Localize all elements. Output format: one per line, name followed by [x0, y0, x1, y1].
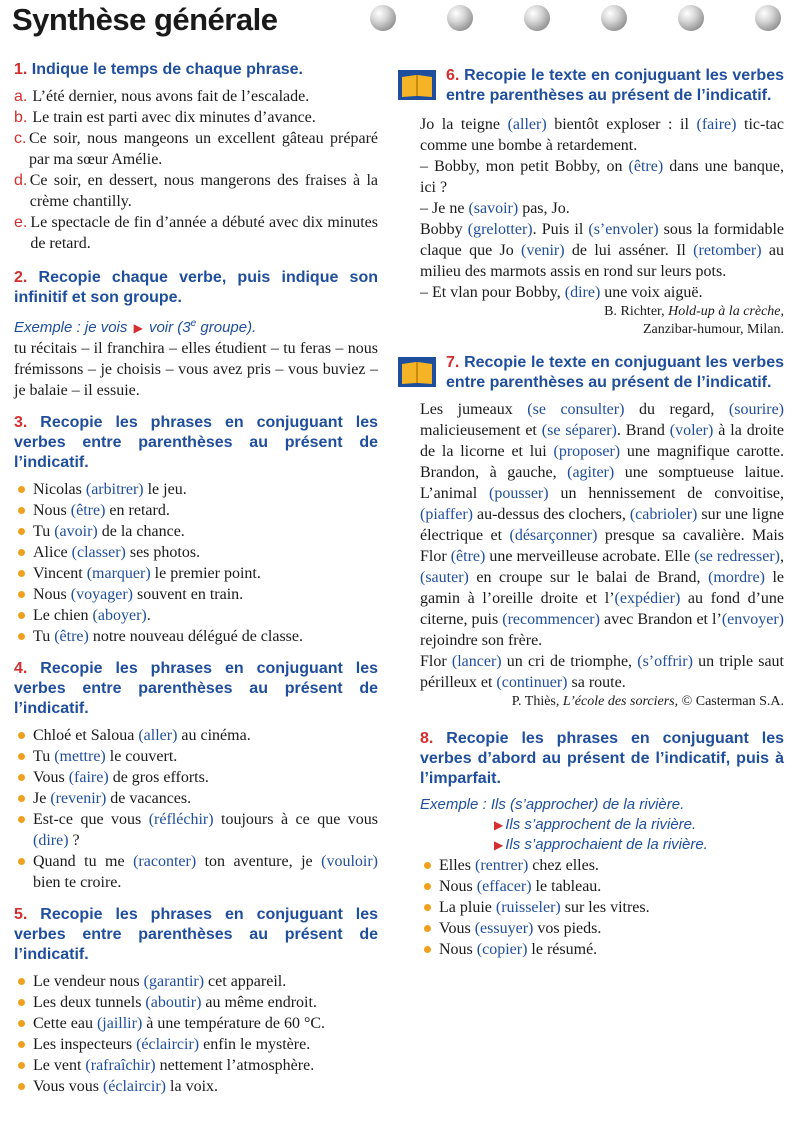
text-segment: rejoindre son frère.: [420, 632, 543, 649]
exercise-2: [14, 268, 378, 401]
right-column: [420, 66, 784, 960]
item-text: [33, 542, 200, 563]
text-segment: au même endroit.: [201, 994, 317, 1011]
list-item: [14, 1055, 378, 1076]
text-segment: . Brand: [616, 422, 670, 439]
item-text: [33, 725, 251, 746]
text-segment: de vacances.: [106, 790, 192, 807]
text-segment: Nous: [33, 586, 71, 603]
item-text: [33, 788, 191, 809]
list-item: [420, 939, 784, 960]
text-segment: Les deux tunnels: [33, 994, 146, 1011]
text-segment: de la chance.: [97, 523, 185, 540]
list-item: [14, 851, 378, 893]
bullet-icon: [18, 1041, 25, 1048]
arrow-right-icon: ▶: [494, 838, 504, 852]
bullet-icon: [18, 1062, 25, 1069]
text-segment: le gamin à l’oreille droite et l’: [420, 569, 785, 607]
item-text: [33, 563, 261, 584]
item-text: [33, 809, 378, 851]
text-segment: une somptueuse laitue. L’animal: [420, 464, 785, 502]
bullet-icon: [18, 816, 25, 823]
item-text: [33, 500, 170, 521]
list-item: [420, 897, 784, 918]
verb-infinitive: (jaillir): [96, 1015, 143, 1032]
list-item: [420, 855, 784, 876]
list-item: [14, 1013, 378, 1034]
item-letter: c.: [14, 130, 27, 147]
list-item: [14, 725, 378, 746]
verb-infinitive: (se séparer): [541, 422, 617, 439]
bullet-icon: [18, 978, 25, 985]
text-segment: ses photos.: [125, 544, 201, 561]
list-item: [14, 788, 378, 809]
text-segment: au cinéma.: [177, 727, 251, 744]
verb-infinitive: (se consulter): [527, 401, 625, 418]
bullet-icon: [18, 753, 25, 760]
verb-infinitive: (garantir): [143, 973, 205, 990]
verb-infinitive: (réfléchir): [148, 811, 214, 828]
text-segment: Vous vous: [33, 1078, 103, 1095]
list-item: [14, 170, 378, 212]
item-text: [33, 992, 317, 1013]
text-segment: sur les vitres.: [560, 899, 650, 916]
book-icon: [398, 357, 436, 387]
exercise-3: [14, 413, 378, 647]
verb-infinitive: (sourire): [728, 401, 784, 418]
item-text: [439, 897, 650, 918]
text-segment: Vous: [33, 769, 69, 786]
text-segment: Elles: [439, 857, 475, 874]
verb-infinitive: (éclaircir): [136, 1036, 200, 1053]
verb-infinitive: (faire): [68, 769, 109, 786]
item-text: Le spectacle de fin d’année a débuté avec dix minutes de retard.: [30, 214, 378, 252]
text-segment: Le vendeur nous: [33, 973, 144, 990]
text-segment: presque sa cavalière. Mais Flor: [420, 527, 785, 565]
list-item: [14, 809, 378, 851]
text-segment: le résumé.: [527, 941, 598, 958]
verb-infinitive: (raconter): [133, 853, 197, 870]
exercise-6-text: [420, 114, 784, 339]
exercise-items: [14, 479, 378, 647]
list-item: [14, 86, 378, 107]
text-paragraph: – Je ne (savoir) pas, Jo.: [420, 200, 570, 217]
verb-infinitive: (aboyer): [92, 607, 147, 624]
item-text: Ce soir, en dessert, nous mangerons des fraises à la crème chantilly.: [29, 172, 378, 210]
bullet-icon: [424, 904, 431, 911]
exercise-items: [14, 725, 378, 893]
item-letter: a.: [14, 88, 28, 105]
page-title: Synthèse générale: [12, 2, 278, 37]
verb-infinitive: (classer): [71, 544, 126, 561]
item-text: [33, 1034, 310, 1055]
item-text: [33, 971, 286, 992]
bullet-icon: [18, 612, 25, 619]
verb-infinitive: (avoir): [54, 523, 98, 540]
example-line: Exemple : Ils (s’approcher) de la rivière.: [420, 796, 685, 813]
bullet-icon: [18, 999, 25, 1006]
ball-decoration: [755, 5, 781, 31]
text-segment: La pluie: [439, 899, 496, 916]
item-text: Le train est parti avec dix minutes d’avance.: [32, 109, 316, 126]
item-text: [33, 1055, 314, 1076]
exercise-title: 1. Indique le temps de chaque phrase.: [14, 61, 303, 78]
source-citation: B. Richter, Hold-up à la crèche,: [604, 304, 784, 319]
list-item: [420, 918, 784, 939]
text-segment: enfin le mystère.: [199, 1036, 311, 1053]
verb-infinitive: (vouloir): [321, 853, 378, 870]
exercise-8: [420, 729, 784, 960]
exercise-title: 2. Recopie chaque verbe, puis indique son infinitif et son groupe.: [14, 269, 378, 306]
bullet-icon: [18, 570, 25, 577]
bullet-icon: [424, 946, 431, 953]
text-segment: à une température de 60 °C.: [142, 1015, 326, 1032]
item-text: [33, 626, 303, 647]
list-item: [14, 500, 378, 521]
item-text: [33, 605, 151, 626]
ball-decoration: [447, 5, 473, 31]
exercise-title: 4. Recopie les phrases en conjuguant les verbes entre parenthèses au présent de l’indicatif.: [14, 660, 378, 717]
arrow-right-icon: ▶: [133, 321, 143, 335]
bullet-icon: [18, 1020, 25, 1027]
item-text: [439, 939, 597, 960]
verb-infinitive: (pousser): [489, 485, 549, 502]
verb-infinitive: (aller): [138, 727, 178, 744]
text-segment: Tu: [33, 748, 55, 765]
text-segment: Est-ce que vous: [33, 811, 149, 828]
list-item: [420, 876, 784, 897]
list-item: [14, 563, 378, 584]
exercise-title: 3. Recopie les phrases en conjuguant les verbes entre parenthèses au présent de l’indicatif.: [14, 414, 378, 471]
text-segment: Cette eau: [33, 1015, 97, 1032]
verb-infinitive: (marquer): [86, 565, 151, 582]
source-citation: Zanzibar-humour, Milan.: [642, 322, 784, 337]
list-item: [14, 128, 378, 170]
verb-list: tu récitais – il franchira – elles étudient – tu feras – nous frémissons – je choisis – vous avez pris – vous buviez – je balaie – il essuie.: [14, 340, 378, 399]
bullet-icon: [18, 732, 25, 739]
exercise-1: [14, 60, 378, 254]
bullet-icon: [18, 1083, 25, 1090]
example-line: ▶ Ils s’approchaient de la rivière.: [494, 836, 708, 853]
item-text: [33, 1013, 325, 1034]
verb-infinitive: (ruisseler): [495, 899, 561, 916]
exercise-7-text: [420, 399, 784, 711]
text-segment: Nicolas: [33, 481, 86, 498]
verb-infinitive: (être): [54, 628, 89, 645]
example-line: ▶ Ils s’approchent de la rivière.: [494, 816, 697, 833]
bullet-icon: [18, 549, 25, 556]
text-segment: notre nouveau délégué de classe.: [88, 628, 303, 645]
text-segment: le jeu.: [143, 481, 187, 498]
exercise-7: [420, 353, 784, 393]
item-text: [33, 746, 177, 767]
text-segment: Nous: [439, 941, 477, 958]
text-segment: Chloé et Saloua: [33, 727, 139, 744]
text-paragraph: [420, 399, 784, 651]
text-segment: .: [146, 607, 151, 624]
list-item: [14, 479, 378, 500]
text-segment: Le vent: [33, 1057, 86, 1074]
text-segment: Je: [33, 790, 51, 807]
text-segment: une merveilleuse acrobate. Elle: [485, 548, 695, 565]
bullet-icon: [424, 925, 431, 932]
list-item: [14, 992, 378, 1013]
item-text: [33, 851, 378, 893]
list-item: [14, 521, 378, 542]
text-segment: Tu: [33, 628, 55, 645]
text-segment: au fond d’une citerne, puis: [420, 590, 785, 628]
verb-infinitive: (recommencer): [502, 611, 600, 628]
text-segment: Alice: [33, 544, 72, 561]
verb-infinitive: (voler): [669, 422, 714, 439]
list-item: [14, 605, 378, 626]
exercise-items: [420, 855, 784, 960]
item-text: [33, 1076, 218, 1097]
text-segment: Les jumeaux: [420, 401, 528, 418]
verb-infinitive: (sauter): [420, 569, 469, 586]
list-item: [14, 626, 378, 647]
verb-infinitive: (voyager): [70, 586, 133, 603]
text-segment: nettement l’atmosphère.: [155, 1057, 315, 1074]
text-segment: Les inspecteurs: [33, 1036, 137, 1053]
bullet-icon: [18, 528, 25, 535]
list-item: [14, 767, 378, 788]
item-text: Ce soir, nous mangeons un excellent gâteau préparé par ma sœur Amélie.: [29, 130, 378, 168]
text-segment: chez elles.: [528, 857, 599, 874]
text-segment: avec Brandon et l’: [599, 611, 722, 628]
text-segment: de gros efforts.: [108, 769, 209, 786]
bullet-icon: [18, 795, 25, 802]
ball-decoration: [601, 5, 627, 31]
verb-infinitive: (être): [450, 548, 486, 565]
item-text: [33, 479, 187, 500]
verb-infinitive: (agiter): [567, 464, 615, 481]
text-segment: Vous: [439, 920, 475, 937]
verb-infinitive: (piaffer): [420, 506, 473, 523]
item-letter: d.: [14, 172, 28, 189]
verb-infinitive: (arbitrer): [85, 481, 144, 498]
text-segment: du regard,: [624, 401, 729, 418]
example-line: Exemple : je vois ▶ voir (3e groupe).: [14, 318, 257, 336]
ball-decoration: [678, 5, 704, 31]
item-text: [439, 855, 599, 876]
text-segment: une magnifique carotte. Brandon, à gauche,: [420, 443, 784, 481]
text-segment: toujours à ce que vous: [213, 811, 378, 828]
exercise-items: [14, 971, 378, 1097]
verb-infinitive: (envoyer): [721, 611, 784, 628]
text-segment: ?: [68, 832, 80, 849]
verb-infinitive: (dire): [33, 832, 69, 849]
bullet-icon: [18, 633, 25, 640]
list-item: [14, 212, 378, 254]
verb-infinitive: (essuyer): [474, 920, 534, 937]
text-paragraph: – Bobby, mon petit Bobby, on (être) dans une banque, ici ?: [420, 158, 784, 196]
verb-infinitive: (expédier): [614, 590, 681, 607]
text-segment: vos pieds.: [533, 920, 602, 937]
text-segment: en croupe sur le balai de Brand,: [468, 569, 709, 586]
text-segment: malicieusement et: [420, 422, 542, 439]
text-paragraph: Flor (lancer) un cri de triomphe, (s’offrir) un triple saut périlleux et (continuer) sa route.: [420, 653, 784, 691]
text-segment: un hennissement de convoitise,: [548, 485, 785, 502]
text-segment: le tableau.: [531, 878, 602, 895]
verb-infinitive: (effacer): [476, 878, 532, 895]
verb-infinitive: (copier): [476, 941, 528, 958]
item-text: [33, 767, 209, 788]
verb-infinitive: (désarçonner): [509, 527, 598, 544]
text-segment: la voix.: [166, 1078, 219, 1095]
text-segment: ton aventure, je: [196, 853, 322, 870]
book-icon: [398, 70, 436, 100]
text-segment: ,: [780, 548, 784, 565]
item-text: [439, 918, 601, 939]
verb-infinitive: (éclaircir): [102, 1078, 167, 1095]
item-text: L’été dernier, nous avons fait de l’escalade.: [32, 88, 310, 105]
bullet-icon: [424, 883, 431, 890]
list-item: [14, 971, 378, 992]
text-segment: le premier point.: [150, 565, 261, 582]
decorative-balls: [0, 0, 800, 40]
list-item: [14, 107, 378, 128]
text-segment: sur une ligne électrique et: [420, 506, 785, 544]
text-segment: bien te croire.: [33, 874, 122, 891]
exercise-title: 6. Recopie le texte en conjuguant les verbes entre parenthèses au présent de l’indicatif.: [446, 67, 784, 104]
text-segment: Nous: [439, 878, 477, 895]
bullet-icon: [424, 862, 431, 869]
bullet-icon: [18, 858, 25, 865]
text-segment: Quand tu me: [33, 853, 134, 870]
ball-decoration: [370, 5, 396, 31]
bullet-icon: [18, 591, 25, 598]
verb-infinitive: (cabrioler): [629, 506, 698, 523]
text-paragraph: Jo la teigne (aller) bientôt exploser : il (faire) tic-tac comme une bombe à retardement.: [420, 116, 784, 154]
exercise-title: 7. Recopie le texte en conjuguant les verbes entre parenthèses au présent de l’indicatif.: [446, 354, 784, 391]
verb-infinitive: (aboutir): [145, 994, 202, 1011]
verb-infinitive: (rentrer): [475, 857, 529, 874]
text-segment: Nous: [33, 502, 71, 519]
text-segment: le couvert.: [105, 748, 178, 765]
item-letter: e.: [14, 214, 28, 231]
text-segment: Tu: [33, 523, 55, 540]
verb-infinitive: (mettre): [54, 748, 106, 765]
verb-infinitive: (mordre): [708, 569, 765, 586]
bullet-icon: [18, 774, 25, 781]
text-segment: en retard.: [105, 502, 170, 519]
list-item: [14, 746, 378, 767]
verb-infinitive: (être): [70, 502, 106, 519]
verb-infinitive: (revenir): [50, 790, 107, 807]
text-segment: cet appareil.: [204, 973, 287, 990]
source-citation: P. Thiès, L’école des sorciers, © Casterman S.A.: [511, 694, 784, 709]
exercise-items: [14, 86, 378, 254]
verb-infinitive: (se redresser): [694, 548, 780, 565]
verb-infinitive: (rafraîchir): [85, 1057, 156, 1074]
item-text: [439, 876, 601, 897]
list-item: [14, 1076, 378, 1097]
text-segment: au-dessus des clochers,: [473, 506, 630, 523]
list-item: [14, 584, 378, 605]
exercise-4: [14, 659, 378, 893]
text-segment: souvent en train.: [132, 586, 244, 603]
text-segment: Le chien: [33, 607, 93, 624]
ball-decoration: [524, 5, 550, 31]
exercise-5: [14, 905, 378, 1097]
text-segment: à la droite de la licorne et lui: [420, 422, 785, 460]
item-text: [33, 584, 243, 605]
text-segment: Vincent: [33, 565, 87, 582]
left-column: [14, 60, 378, 1097]
bullet-icon: [18, 507, 25, 514]
list-item: [14, 1034, 378, 1055]
text-paragraph: – Et vlan pour Bobby, (dire) une voix aiguë.: [420, 284, 703, 301]
verb-infinitive: (proposer): [553, 443, 621, 460]
item-text: [33, 521, 185, 542]
arrow-right-icon: ▶: [494, 818, 504, 832]
bullet-icon: [18, 486, 25, 493]
exercise-title: 5. Recopie les phrases en conjuguant les verbes entre parenthèses au présent de l’indicatif.: [14, 906, 378, 963]
exercise-title: 8. Recopie les phrases en conjuguant les verbes d’abord au présent de l’indicatif, puis à l’imparfait.: [420, 730, 784, 787]
exercise-6: [420, 66, 784, 106]
item-letter: b.: [14, 109, 28, 126]
list-item: [14, 542, 378, 563]
text-paragraph: Bobby (grelotter). Puis il (s’envoler) sous la formidable claque que Jo (venir) de lui asséner. Il (retomber) au milieu des marmots assis en rond sur leurs pots.: [420, 221, 785, 280]
